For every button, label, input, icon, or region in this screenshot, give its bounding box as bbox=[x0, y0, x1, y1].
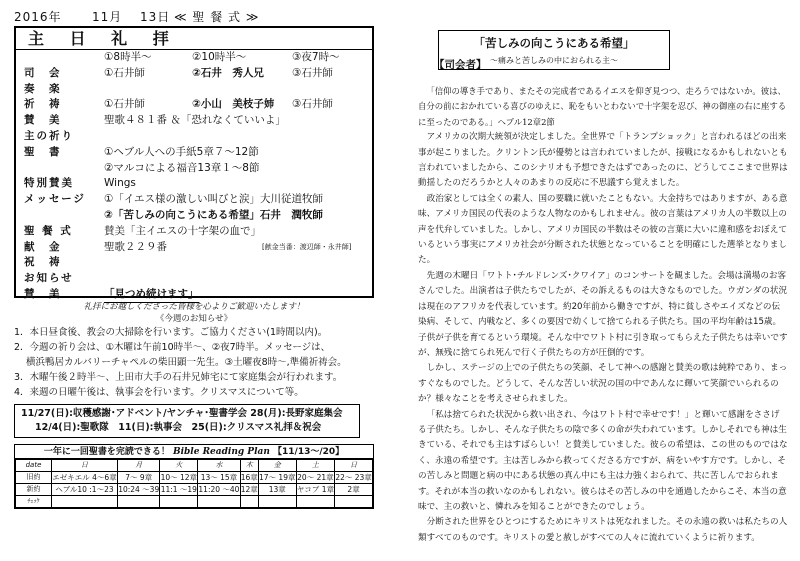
check-cell[interactable] bbox=[198, 496, 240, 508]
bible-plan-title-en: Bible Reading Plan bbox=[172, 447, 270, 457]
table-row bbox=[16, 460, 373, 472]
benediction-label: 祝 祷 bbox=[24, 256, 62, 269]
welcome-motto: 礼拝にお越しくださった皆様を心よりご歓迎いたします！ bbox=[83, 302, 305, 312]
sermon-paragraph: 「私は捨てられた状況から救い出され、今はワトト村で幸せです！」と輝いて感謝をささげる子供たち。しかし、そんな子供たちの陰で多くの命が失われています。しかしそれでも神は生きている、それでも主はすばらしい！と賛美していました。彼らの希望は、この世のものではなく、永遠の希望です。主は苦しみから救ってくださる方ですが、病をいやす方です。しかし、その苦しみと問題と病の中にある状態の真ん中にも主は力強くおられて、共に苦しんでおられます。それが本当の救いなのかもしれない。彼らはその苦しみの中を通過したからこそ、本当の意味で、主の救いと、憐れみを知ることができたのでしょう。 bbox=[418, 409, 788, 512]
closing-value: 「見つめ続けます」 bbox=[104, 287, 199, 303]
upcoming-events bbox=[14, 404, 360, 438]
check-cell[interactable] bbox=[52, 496, 118, 508]
hymn-row bbox=[24, 113, 372, 129]
notices-list bbox=[14, 325, 386, 400]
officiant-2: ②石井 秀人兄 bbox=[192, 66, 264, 79]
day-cell: 月 bbox=[118, 460, 160, 472]
closing-label: 賛 美 bbox=[24, 287, 62, 300]
message-row-1 bbox=[24, 192, 372, 208]
notice-item: 横浜鴨居カルバリーチャペルの柴田顕一先生。③土曜夜8時～,準備祈祷会。 bbox=[26, 357, 347, 368]
day-cell: 火 bbox=[160, 460, 198, 472]
officiant-3: ③石井師 bbox=[292, 66, 333, 79]
reading-cell: 10～ 12章 bbox=[160, 473, 198, 482]
lords-prayer-row bbox=[24, 129, 372, 145]
message-2: ②「苦しみの向こうにある希望」石井 潤牧師 bbox=[104, 208, 323, 221]
reading-cell: 22～ 23章 bbox=[335, 473, 372, 482]
service-time-3: ③夜7時～ bbox=[292, 51, 340, 63]
service-time-1: ①8時半～ bbox=[104, 51, 152, 63]
worship-order-box bbox=[14, 26, 487, 300]
reading-cell: 7～ 9章 bbox=[118, 472, 160, 484]
service-times-row bbox=[24, 50, 372, 66]
service-type: ≪ 聖 餐 式 ≫ bbox=[174, 10, 260, 24]
bible-plan-table bbox=[15, 459, 373, 508]
announcements-value: 【司会者】 bbox=[434, 59, 487, 71]
message-row-2 bbox=[24, 208, 372, 224]
special-hymn-label: 特別賛美 bbox=[24, 177, 74, 190]
day-cell: 木 bbox=[240, 460, 258, 472]
row-label: ﾁｪｯｸ bbox=[16, 496, 52, 508]
worship-order-section bbox=[14, 8, 487, 509]
event-line: 11/27(日):収穫感謝･アドベント/ヤンチャ･聖書学会 28(月):長野家庭集会 bbox=[21, 408, 343, 419]
check-cell[interactable] bbox=[296, 496, 334, 508]
check-cell[interactable] bbox=[118, 496, 160, 508]
scripture-row-2 bbox=[24, 161, 372, 177]
sermon-paragraph: しかし、ステージの上での子供たちの笑顔、そして神への感謝と賛美の歌は純粋であり、まっすぐなものでした。どうして、そんな苦しい状況の国の中であんなに輝いて笑顔でいられるのか？様々なことを考えさせられました。 bbox=[418, 363, 788, 405]
row-label: 旧約 bbox=[16, 472, 52, 484]
communion-value: 賛美「主イエスの十字架の血で」 bbox=[104, 224, 262, 237]
row-label: date bbox=[16, 460, 52, 472]
hymn-label: 賛 美 bbox=[24, 114, 62, 127]
sermon-paragraph: 政治家としては全くの素人、国の要職に就いたこともない。大金持ちではありますが、ある意味、アメリカ国民の代表のような人物なのかもしれません。彼の言葉はアメリカ人の半数以上の声を代弁していました。しかし、アメリカ国民の半数はその彼の言葉に大いに違和感をおぼえているという事実にアメリカ社会が分断された状態となっていることを明確にした選挙となりました。 bbox=[418, 193, 788, 266]
table-row bbox=[16, 472, 373, 484]
row-label: 新約 bbox=[16, 484, 52, 496]
notice-item: 4．来週の日曜午後は、執事会を行います。クリスマスについて等。 bbox=[14, 387, 304, 398]
service-time-2: ②10時半～ bbox=[192, 51, 247, 63]
announcements-label: お知らせ bbox=[24, 272, 74, 285]
communion-row bbox=[24, 224, 372, 240]
bible-plan-title bbox=[15, 445, 373, 459]
offering-note: [献金当番：渡辺師・永井師] bbox=[262, 242, 352, 251]
notice-item: 1．本日昼食後、教会の大掃除を行います。ご協力ください(1時間以内)。 bbox=[14, 327, 328, 338]
date-day: 13日 bbox=[140, 10, 171, 24]
event-line: 12/4(日):聖歌隊 11(日):執事会 25(日):クリスマス礼拝＆祝会 bbox=[35, 422, 322, 433]
officiant-1: ①石井師 bbox=[104, 66, 145, 79]
reading-cell: 20～ 21章 bbox=[297, 473, 334, 482]
scripture-1: ①ヘブル人への手紙5章７～12節 bbox=[104, 145, 259, 158]
offering-label: 献 金 bbox=[24, 240, 62, 253]
scripture-label: 聖 書 bbox=[24, 145, 62, 158]
reading-cell: エゼキエル 4～6章 bbox=[52, 473, 117, 482]
reading-cell: ヘブル10 :1～23 bbox=[52, 484, 118, 496]
notices-heading: 《今週のお知らせ》 bbox=[155, 314, 233, 324]
table-row bbox=[16, 484, 373, 496]
sermon-paragraph: アメリカの次期大統領が決定しました。全世界で「トランプショック」と言われるほどの出来事が起こりました。クリントン氏が優勢とは言われていましたが、接戦になるかもしれないとも言われていましたから、このシナリオも予想できたはずであったのに、どうしてここまで世界は動揺したのだろうかと人々のあまりの反応に不思議すら覚えました。 bbox=[418, 132, 788, 189]
check-cell[interactable] bbox=[258, 496, 296, 508]
prayer-label: 祈 祷 bbox=[24, 98, 62, 111]
day-cell: 金 bbox=[258, 460, 296, 472]
scripture-2: ②マルコによる福音13章１～8節 bbox=[104, 161, 260, 174]
prayer-3: ③石井師 bbox=[292, 98, 333, 111]
officiant-row bbox=[24, 66, 372, 82]
worship-title: 主 日 礼 拝 bbox=[16, 28, 372, 50]
reading-cell: 10:24 ～39 bbox=[118, 485, 160, 494]
reading-cell: 12章 bbox=[240, 485, 258, 494]
day-cell: 日 bbox=[52, 460, 118, 472]
reading-cell: ヤコブ 1章 bbox=[296, 485, 334, 494]
check-cell[interactable] bbox=[335, 496, 373, 508]
music-label: 奏 楽 bbox=[24, 82, 62, 95]
communion-label: 聖 餐 式 bbox=[24, 224, 73, 237]
date-year: 2016年 bbox=[14, 10, 62, 24]
prayer-2: ②小山 美枝子姉 bbox=[192, 98, 275, 111]
table-row bbox=[16, 496, 373, 508]
day-cell: 日 bbox=[335, 460, 373, 472]
notice-item: 2．今週の祈り会は、①木曜は午前10時半～、②夜7時半。メッセージは、 bbox=[14, 342, 331, 353]
sermon-body bbox=[418, 84, 788, 546]
reading-cell: 2章 bbox=[335, 484, 373, 496]
reading-cell: 11:20 ～40 bbox=[198, 485, 240, 494]
check-cell[interactable] bbox=[160, 496, 198, 508]
bible-plan-range: 【11/13～/20】 bbox=[273, 447, 345, 457]
reading-cell: 13章 bbox=[258, 484, 296, 496]
officiant-label: 司 会 bbox=[24, 66, 62, 79]
prayer-row bbox=[24, 97, 372, 113]
lords-prayer-label: 主の祈り bbox=[24, 129, 74, 142]
music-row bbox=[24, 82, 372, 98]
bible-plan-prefix: 一年に一回聖書を完読できる！ bbox=[43, 447, 170, 457]
special-hymn-row bbox=[24, 176, 372, 192]
bible-reading-plan bbox=[14, 444, 374, 509]
reading-cell: 16章 bbox=[240, 473, 258, 482]
benediction-row bbox=[24, 255, 372, 271]
reading-cell: 13～ 15章 bbox=[198, 472, 240, 484]
sermon-paragraph: 分断された世界をひとつにするためにキリストは死なれました。その永遠の救いは私たちの人類すべてのものです。キリストの愛と赦しがすべての人々に流れていくように祈ります。 bbox=[418, 517, 788, 543]
check-cell[interactable] bbox=[240, 496, 258, 508]
notice-item: 3．木曜午後２時半～、上田市大手の石井兄姉宅にて家庭集会が行われます。 bbox=[14, 372, 343, 383]
reading-cell: 17～ 19章 bbox=[259, 473, 296, 482]
sermon-title: 「苦しみの向こうにある希望」 bbox=[473, 36, 635, 50]
special-hymn-value: Wings bbox=[104, 177, 136, 190]
message-1: ①「イエス様の激しい叫びと涙」大川従道牧師 bbox=[104, 193, 323, 206]
offering-row bbox=[24, 240, 372, 256]
offering-value: 聖歌２２９番 bbox=[104, 240, 167, 253]
message-label: メッセージ bbox=[24, 193, 86, 206]
sermon-title-box bbox=[438, 30, 670, 70]
date-month: 11月 bbox=[92, 10, 123, 24]
sermon-section bbox=[418, 30, 788, 546]
sermon-paragraph: 先週の木曜日「ワトト･チルドレンズ･クワイア」のコンサートを観ました。会場は満場のお客さんでした。出演者は子供たちでしたが、その訴えるものは大きなものでした。ウガンダの状況は現在のアフリカを代表しています。約20年前から働きですが、特に貧しさやエイズなどの伝染病、そして、内戦など、多くの要因で幼くして捨てられる子供たち。国の平均年齢は15歳。子供が子供を育てるという環境。そんな中でワトト村に引き取ってもらえた子供たちは幸いですが、無残に捨てられ死んで行く子供たちの方が圧倒的です。 bbox=[418, 270, 788, 358]
scripture-row-1 bbox=[24, 145, 372, 161]
hymn-value: 聖歌４８１番 ＆「恐れなくていいよ」 bbox=[104, 114, 286, 127]
sermon-subtitle: ～痛みと苦しみの中におられる主～ bbox=[490, 56, 618, 65]
day-cell: 水 bbox=[198, 460, 240, 472]
scripture-verse: 「信仰の導き手であり、またその完成者であるイエスを仰ぎ見つつ、走ろうではないか。彼は、自分の前におかれている喜びのゆえに、恥をもいとわないで十字架を忍び、神の御座の右に座するに至ったのである。」ヘブル12章2節 bbox=[418, 86, 787, 127]
service-date bbox=[14, 8, 386, 26]
closing-row bbox=[24, 287, 372, 303]
day-cell: 土 bbox=[296, 460, 334, 472]
reading-cell: 11:1 ～19 bbox=[160, 485, 197, 494]
prayer-1: ①石井師 bbox=[104, 98, 145, 111]
